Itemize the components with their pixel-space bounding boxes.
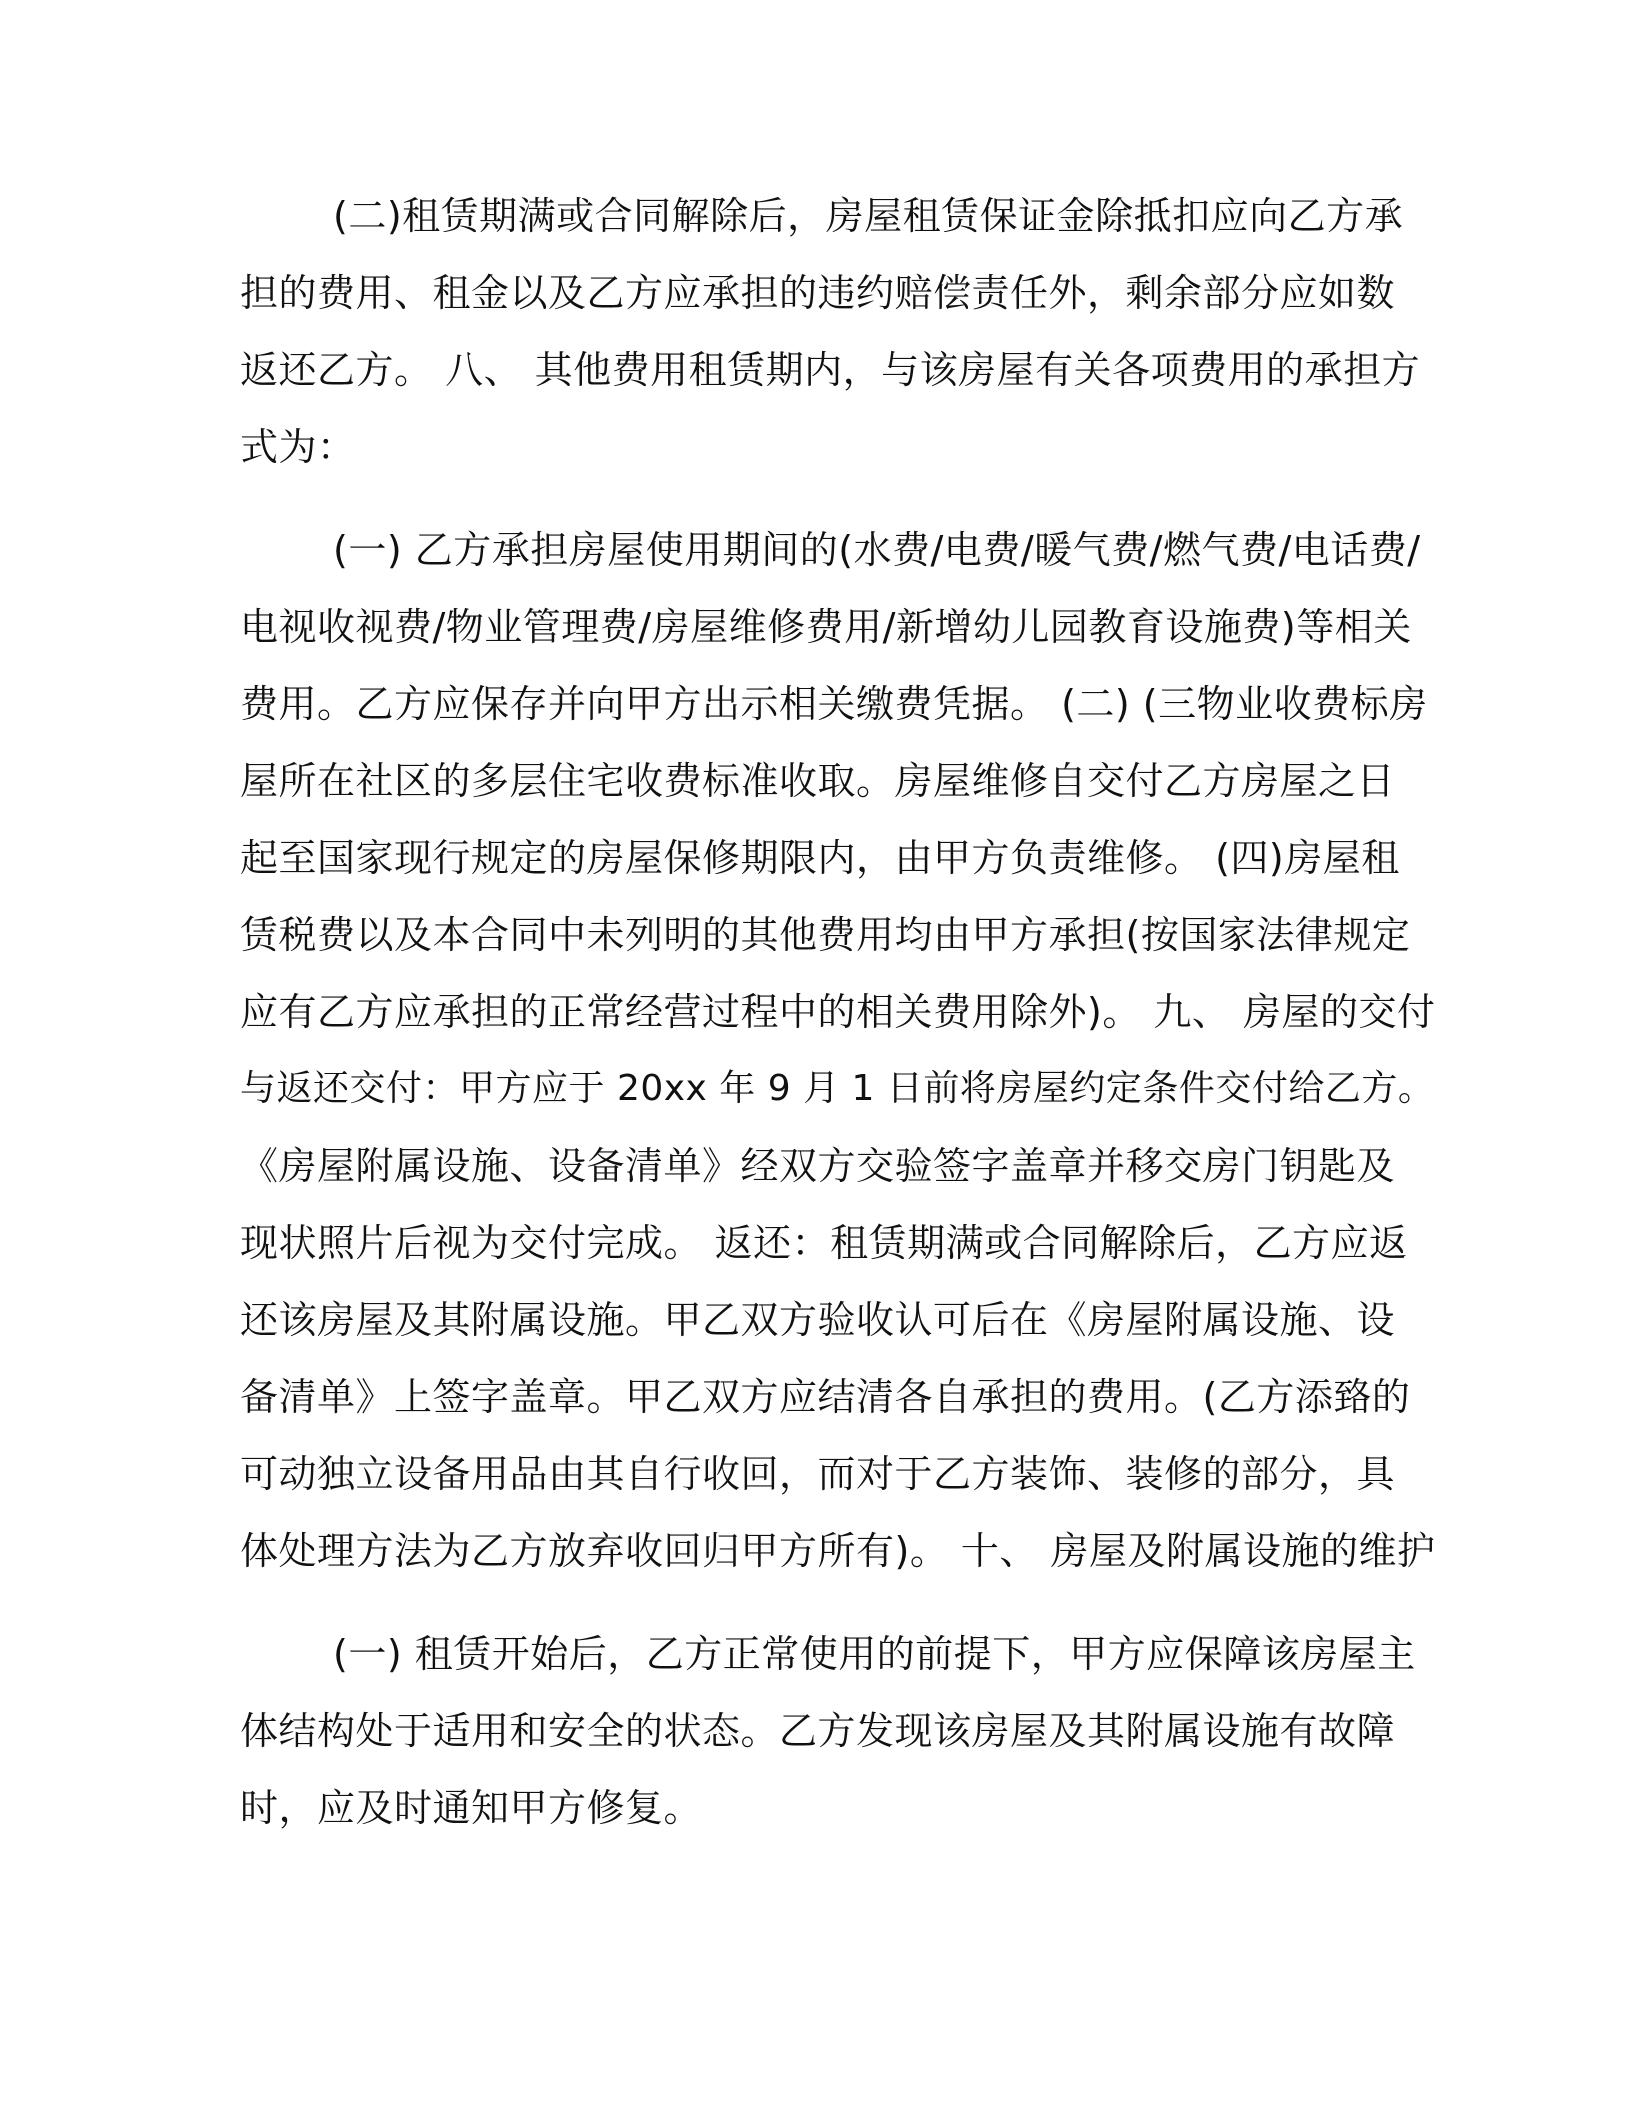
p1-line-1: (二)租赁期满或合同解除后，房屋租赁保证金除抵扣应向乙方承 (333, 194, 1404, 238)
p2-line-4: 屋所在社区的多层住宅收费标准收取。房屋维修自交付乙方房屋之日 (240, 759, 1396, 803)
p2-line-9: 《房屋附属设施、设备清单》经双方交验签字盖章并移交房门钥匙及 (240, 1144, 1396, 1188)
p2-line-14: 体处理方法为乙方放弃收回归甲方所有)。 十、 房屋及附属设施的维护 (240, 1529, 1436, 1573)
p3-line-3: 时，应及时通知甲方修复。 (240, 1786, 703, 1830)
p2-line-3: 费用。乙方应保存并向甲方出示相关缴费凭据。 (二) (三物业收费标房 (240, 682, 1428, 726)
p2-line-7: 应有乙方应承担的正常经营过程中的相关费用除外)。 九、 房屋的交付 (240, 990, 1436, 1034)
p2-line-6: 赁税费以及本合同中未列明的其他费用均由甲方承担(按国家法律规定 (240, 913, 1411, 957)
p2-line-11: 还该房屋及其附属设施。甲乙双方验收认可后在《房屋附属设施、设 (240, 1298, 1396, 1342)
p2-line-5: 起至国家现行规定的房屋保修期限内，由甲方负责维修。 (四)房屋租 (240, 836, 1400, 880)
p1-line-4: 式为： (240, 425, 356, 469)
p1-line-2: 担的费用、租金以及乙方应承担的违约赔偿责任外，剩余部分应如数 (240, 271, 1396, 315)
p2-line-2: 电视收视费/物业管理费/房屋维修费用/新增幼儿园教育设施费)等相关 (240, 605, 1412, 649)
p2-line-10: 现状照片后视为交付完成。 返还：租赁期满或合同解除后，乙方应返 (240, 1221, 1408, 1265)
p2-line-8: 与返还交付：甲方应于 20xx 年 9 月 1 日前将房屋约定条件交付给乙方。 (240, 1068, 1435, 1109)
p1-line-3: 返还乙方。 八、 其他费用租赁期内，与该房屋有关各项费用的承担方 (240, 348, 1421, 392)
p3-line-2: 体结构处于适用和安全的状态。乙方发现该房屋及其附属设施有故障 (240, 1709, 1396, 1753)
p2-line-12: 备清单》上签字盖章。甲乙双方应结清各自承担的费用。(乙方添臵的 (240, 1375, 1411, 1419)
p2-line-13: 可动独立设备用品由其自行收回，而对于乙方装饰、装修的部分，具 (240, 1452, 1396, 1496)
p2-line-1: (一) 乙方承担房屋使用期间的(水费/电费/暖气费/燃气费/电话费/ (333, 528, 1421, 572)
p3-line-1: (一) 租赁开始后，乙方正常使用的前提下，甲方应保障该房屋主 (333, 1632, 1416, 1676)
